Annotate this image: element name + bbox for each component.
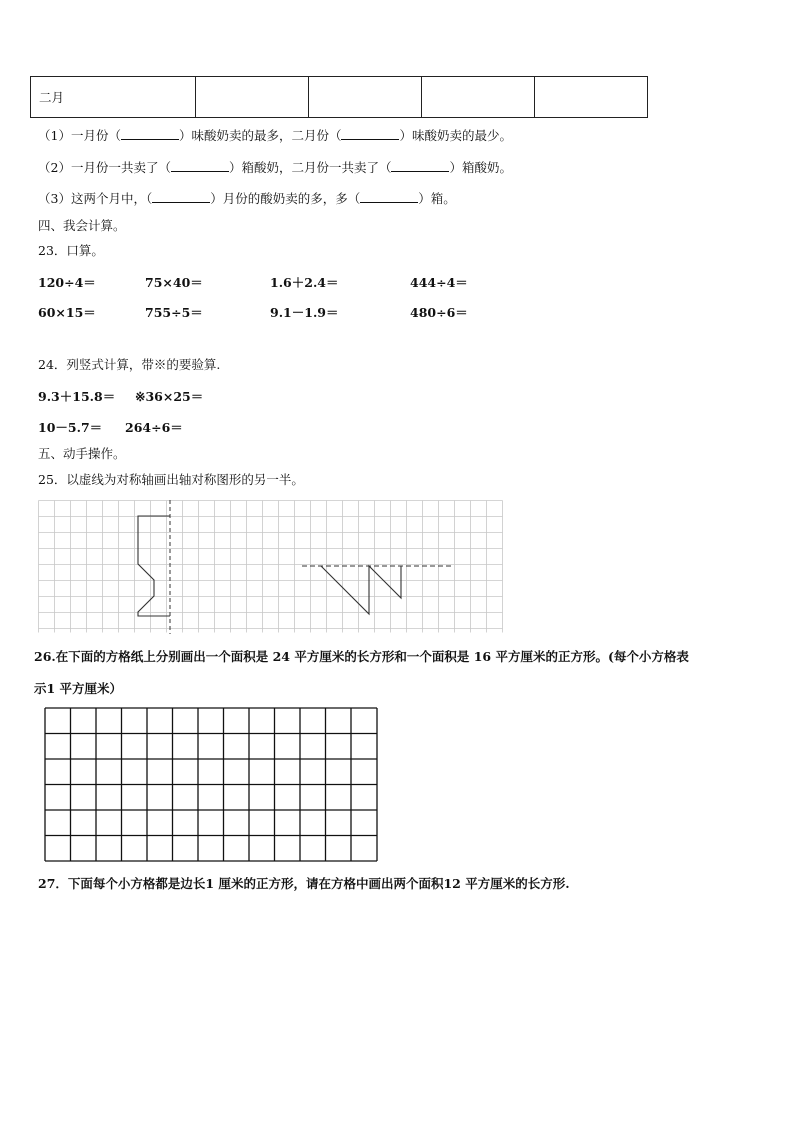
- left-half-figure: [138, 516, 170, 616]
- answer-blank[interactable]: [391, 159, 449, 172]
- square-grid-paper[interactable]: [44, 707, 380, 863]
- sales-table: [30, 76, 648, 118]
- q26-line-2: 示1 平方厘米）: [34, 681, 123, 696]
- symmetry-grid[interactable]: [38, 500, 504, 634]
- table-cell: [422, 77, 535, 118]
- calc-item: 1.6＋2.4＝: [270, 275, 339, 290]
- table-cell: [535, 77, 648, 118]
- calc-item: 444÷4＝: [410, 275, 468, 290]
- q1-prefix: （1）一月份（: [38, 128, 121, 143]
- calc-item: 9.1－1.9＝: [270, 305, 339, 320]
- question-2: [38, 158, 512, 176]
- bottom-half-figure: [321, 566, 401, 614]
- section-4-heading: 四、我会计算。: [38, 218, 126, 233]
- answer-blank[interactable]: [360, 190, 418, 203]
- answer-blank[interactable]: [121, 127, 179, 140]
- q3-suffix: ）箱。: [418, 191, 456, 206]
- question-1: [38, 126, 512, 144]
- q2-prefix: （2）一月份一共卖了（: [38, 160, 171, 175]
- calc-item: 755÷5＝: [145, 305, 203, 320]
- calc-item: 264÷6＝: [125, 420, 183, 435]
- table-cell: [196, 77, 309, 118]
- calc-item: 60×15＝: [38, 305, 96, 320]
- section-5-heading: 五、动手操作。: [38, 446, 126, 461]
- row-label-cell: 二月: [31, 77, 196, 118]
- q24-title: 24．列竖式计算，带※的要验算.: [38, 357, 221, 372]
- answer-blank[interactable]: [171, 159, 229, 172]
- calc-item: 480÷6＝: [410, 305, 468, 320]
- q1-suffix: ）味酸奶卖的最少。: [399, 128, 512, 143]
- table-row: [31, 77, 648, 118]
- q2-suffix: ）箱酸奶。: [449, 160, 512, 175]
- table-cell: [309, 77, 422, 118]
- calc-item: 75×40＝: [145, 275, 203, 290]
- answer-blank[interactable]: [341, 127, 399, 140]
- q23-title: 23．口算。: [38, 243, 104, 258]
- q25-title: 25．以虚线为对称轴画出轴对称图形的另一半。: [38, 472, 304, 487]
- q26-line-1: 26.在下面的方格纸上分别画出一个面积是 24 平方厘米的长方形和一个面积是 16 平方厘米的正方形。(每个小方格表: [34, 649, 689, 664]
- q27-title: 27．下面每个小方格都是边长1 厘米的正方形，请在方格中画出两个面积12 平方厘米的长方形.: [38, 876, 570, 891]
- answer-blank[interactable]: [152, 190, 210, 203]
- q1-mid: ）味酸奶卖的最多，二月份（: [178, 128, 342, 143]
- q2-mid: ）箱酸奶，二月份一共卖了（: [228, 160, 392, 175]
- calc-item: 9.3＋15.8＝: [38, 389, 116, 404]
- calc-item: ※36×25＝: [135, 389, 204, 404]
- q3-prefix: （3）这两个月中，（: [38, 191, 153, 206]
- calc-item: 120÷4＝: [38, 275, 96, 290]
- question-3: [38, 189, 456, 207]
- q3-mid: ）月份的酸奶卖的多，多（: [210, 191, 361, 206]
- calc-item: 10－5.7＝: [38, 420, 103, 435]
